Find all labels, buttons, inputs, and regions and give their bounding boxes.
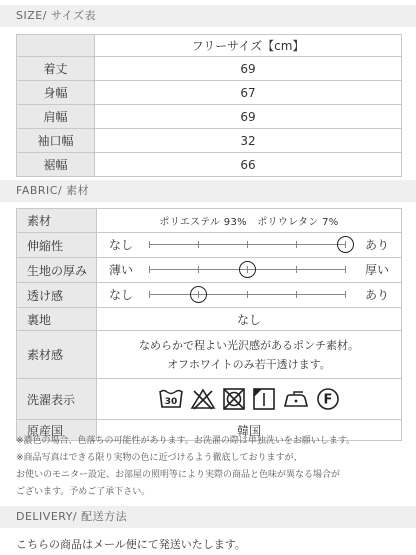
wash-30-icon — [158, 387, 184, 411]
sheerness-scale — [97, 283, 402, 308]
sheerness-label: 透け感 — [17, 283, 97, 308]
scale-line — [149, 269, 345, 270]
origin-label: 原産国 — [17, 420, 97, 441]
fabric-table — [16, 208, 402, 441]
scale-left-label: なし — [109, 288, 134, 302]
iron-low-icon — [282, 387, 310, 411]
scale-marker — [337, 236, 354, 253]
scale-marker — [190, 286, 207, 303]
scale-marker — [239, 261, 256, 278]
thickness-label: 生地の厚み — [17, 258, 97, 283]
size-row — [17, 57, 402, 81]
no-tumble-dry-icon — [222, 387, 246, 411]
material-value: ポリエステル 93% ポリウレタン 7% — [97, 209, 402, 233]
origin-value: 韓国 — [97, 420, 402, 441]
scale-right-label: あり — [364, 238, 389, 252]
size-row — [17, 153, 402, 177]
note-line: お使いのモニター設定、お部屋の照明等により実際の商品と色味が異なる場合が — [16, 470, 341, 480]
stretch-label: 伸縮性 — [17, 233, 97, 258]
scale-left-label: 薄い — [109, 263, 134, 277]
scale-tick — [296, 241, 297, 248]
scale-tick — [149, 291, 150, 298]
scale-tick — [198, 241, 199, 248]
size-section-heading: SIZE/ サイズ表 — [0, 5, 416, 27]
scale-tick — [296, 266, 297, 273]
size-row-value: 32 — [95, 129, 402, 153]
size-row-label: 肩幅 — [17, 105, 95, 129]
size-row-value: 69 — [95, 57, 402, 81]
care-label: 洗濯表示 — [17, 379, 97, 420]
size-row-label: 身幅 — [17, 81, 95, 105]
lining-label: 裏地 — [17, 308, 97, 331]
scale-tick — [247, 241, 248, 248]
stretch-scale — [97, 233, 402, 258]
scale-tick — [149, 266, 150, 273]
scale-tick — [247, 291, 248, 298]
no-bleach-icon — [190, 387, 216, 411]
size-row-value: 67 — [95, 81, 402, 105]
wash-temp-text: 30 — [164, 397, 178, 407]
scale-tick — [345, 266, 346, 273]
delivery-section-heading: DELIVERY/ 配送方法 — [0, 506, 416, 528]
size-row — [17, 129, 402, 153]
size-row-value: 66 — [95, 153, 402, 177]
scale-tick — [198, 266, 199, 273]
scale-left-label: なし — [109, 238, 134, 252]
care-symbols — [97, 379, 402, 420]
lining-value: なし — [97, 308, 402, 331]
dry-clean-f-icon — [316, 387, 340, 411]
dry-clean-text: F — [323, 392, 333, 408]
scale-tick — [296, 291, 297, 298]
notes — [16, 433, 408, 501]
delivery-text: こちらの商品はメール便にて発送いたします。 — [16, 538, 246, 551]
feel-description — [97, 331, 402, 379]
size-row — [17, 105, 402, 129]
size-table-corner — [17, 35, 95, 57]
scale-line — [149, 244, 345, 245]
fabric-section-heading: FABRIC/ 素材 — [0, 180, 416, 202]
size-row-label: 裾幅 — [17, 153, 95, 177]
size-column-header: フリーサイズ【cm】 — [95, 35, 402, 57]
note-line: ございます。予めご了承下さい。 — [16, 487, 151, 497]
line-dry-shade-icon — [252, 387, 276, 411]
feel-label: 素材感 — [17, 331, 97, 379]
size-row-label: 着丈 — [17, 57, 95, 81]
material-label: 素材 — [17, 209, 97, 233]
scale-line — [149, 294, 345, 295]
feel-line: オフホワイトのみ若干透けます。 — [167, 357, 331, 371]
note-line: ※商品写真はできる限り実物の色に近づけるよう徹底しておりますが、 — [16, 453, 303, 463]
scale-right-label: 厚い — [364, 263, 389, 277]
size-table — [16, 34, 402, 177]
feel-line: なめらかで程よい光沢感があるポンチ素材。 — [139, 338, 359, 352]
size-row-label: 袖口幅 — [17, 129, 95, 153]
note-line: ※濃色の場合、色落ちの可能性があります。お洗濯の際は単独洗いをお願いします。 — [16, 436, 356, 446]
thickness-scale — [97, 258, 402, 283]
scale-tick — [149, 241, 150, 248]
scale-tick — [345, 291, 346, 298]
size-row — [17, 81, 402, 105]
size-row-value: 69 — [95, 105, 402, 129]
scale-right-label: あり — [364, 288, 389, 302]
